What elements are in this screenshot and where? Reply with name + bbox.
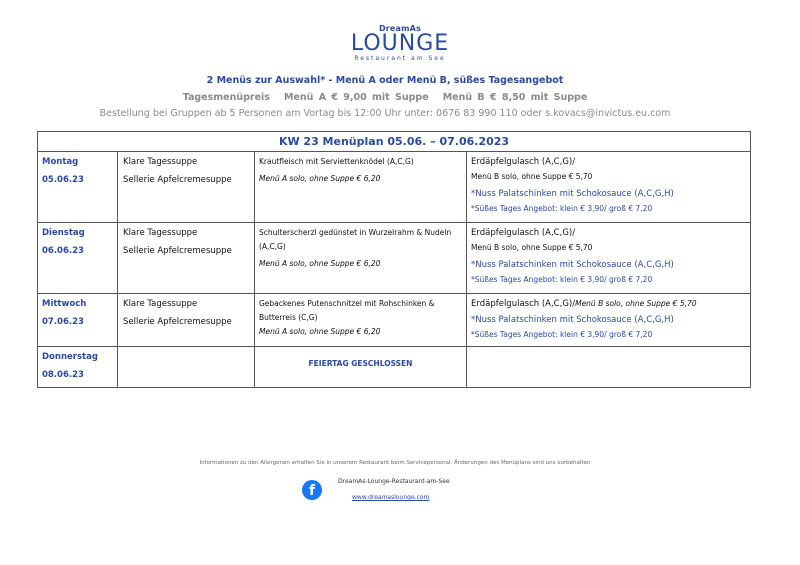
allergen-note: Informationen zu den Allergenen erhalten Sie in unserem Restaurant beim Servicepersonal, Änderungen des Menüplans sind uns vorbehalten (199, 460, 591, 466)
logo-main: LOUNGE (350, 31, 450, 56)
soup-1: Klare Tagessuppe (123, 157, 198, 167)
table-row (38, 294, 751, 347)
day-name: Dienstag (42, 228, 85, 238)
menu-b-dish: Erdäpfelgulasch (A,C,G)/ (471, 157, 576, 167)
logo-sub: Restaurant am See (354, 55, 446, 62)
logo (0, 24, 800, 62)
menu-a-dish: Krautfleisch mit Serviettenknödel (A,C,G) (259, 157, 414, 166)
menu-table (37, 131, 751, 388)
menu-b-solo: Menü B solo, ohne Suppe € 5,70 (471, 243, 593, 252)
day-name: Montag (42, 157, 79, 167)
menu-a-price: Menü A solo, ohne Suppe € 6,20 (259, 327, 381, 336)
menu-b-dish: Erdäpfelgulasch (A,C,G)/ (471, 228, 576, 238)
day-date: 07.06.23 (42, 317, 84, 327)
menu-b-solo: Menü B solo, ohne Suppe € 5,70 (575, 299, 697, 308)
price-a: Menü A € 9,00 mit Suppe (283, 92, 429, 103)
menu-b-dish-line (471, 296, 746, 312)
price-line (0, 92, 770, 103)
table-row (38, 347, 751, 388)
price-b: Menü B € 8,50 mit Suppe (442, 92, 588, 103)
menu-b-special: *Nuss Palatschinken mit Schokosauce (A,C,G,H) (471, 315, 674, 325)
order-info: Bestellung bei Gruppen ab 5 Personen am Vortag bis 12:00 Uhr unter: 0676 83 990 110 oder s.kovacs@invictus.eu.com (99, 108, 671, 119)
day-date: 05.06.23 (42, 175, 84, 185)
menu-b-solo: Menü B solo, ohne Suppe € 5,70 (471, 172, 593, 181)
facebook-icon[interactable]: f (302, 480, 322, 500)
logo-top: DreamAs (378, 24, 422, 33)
sweet-offer: *Süßes Tages Angebot: klein € 3,90/ groß € 7,20 (471, 275, 653, 284)
day-name: Mittwoch (42, 299, 87, 309)
soup-1: Klare Tagessuppe (123, 299, 198, 309)
sweet-offer: *Süßes Tages Angebot: klein € 3,90/ groß € 7,20 (471, 330, 653, 339)
website-link[interactable]: www.dreamaslounge.com (352, 494, 430, 501)
soup-2: Sellerie Apfelcremesuppe (123, 317, 232, 327)
soup-1: Klare Tagessuppe (123, 228, 198, 238)
day-name: Donnerstag (42, 352, 98, 362)
menu-a-dish: Schulterscherzl gedünstet in Wurzelrahm & Nudeln (A,C,G) (259, 228, 452, 251)
day-date: 06.06.23 (42, 246, 84, 256)
holiday-notice: FEIERTAG GESCHLOSSEN (255, 347, 467, 388)
facebook-page-name: DreamAs-Lounge-Restaurant-am-See (338, 478, 450, 485)
day-date: 08.06.23 (42, 370, 84, 380)
menu-a-price: Menü A solo, ohne Suppe € 6,20 (259, 174, 381, 183)
soup-2: Sellerie Apfelcremesuppe (123, 246, 232, 256)
table-title: KW 23 Menüplan 05.06. – 07.06.2023 (38, 132, 751, 152)
menu-b-special: *Nuss Palatschinken mit Schokosauce (A,C,G,H) (471, 189, 674, 199)
menu-b-dish: Erdäpfelgulasch (A,C,G)/ (471, 299, 576, 309)
sweet-offer: *Süßes Tages Angebot: klein € 3,90/ groß € 7,20 (471, 204, 653, 213)
table-row (38, 152, 751, 223)
menu-a-dish: Gebackenes Putenschnitzel mit Rohschinken & Butterreis (C,G) (259, 299, 435, 322)
soup-2: Sellerie Apfelcremesuppe (123, 175, 232, 185)
menu-b-special: *Nuss Palatschinken mit Schokosauce (A,C,G,H) (471, 260, 674, 270)
menu-headline: 2 Menüs zur Auswahl* - Menü A oder Menü B, süßes Tagesangebot (206, 75, 564, 86)
table-row (38, 223, 751, 294)
price-label: Tagesmenüpreis (182, 92, 270, 103)
menu-a-price: Menü A solo, ohne Suppe € 6,20 (259, 259, 381, 268)
